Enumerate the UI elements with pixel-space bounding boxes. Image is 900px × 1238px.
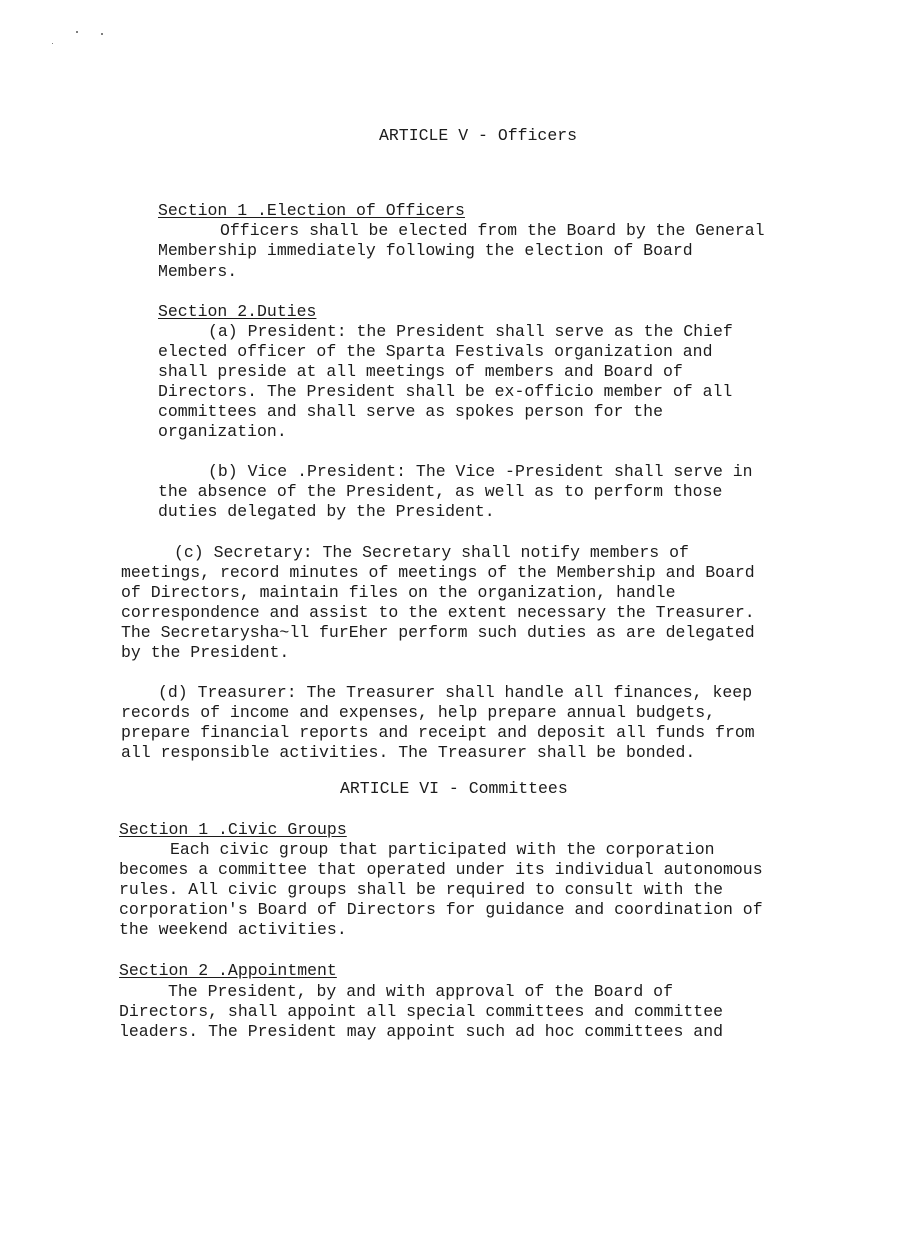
body-line: Directors. The President shall be ex-officio member of all — [158, 382, 733, 401]
body-line: Members. — [158, 262, 238, 281]
body-line: (d) Treasurer: The Treasurer shall handle all finances, keep — [158, 683, 753, 702]
body-line: (a) President: the President shall serve as the Chief — [208, 322, 733, 341]
body-line: Membership immediately following the election of Board — [158, 241, 693, 260]
body-line: Each civic group that participated with the corporation — [170, 840, 715, 859]
body-line: correspondence and assist to the extent necessary the Treasurer. — [121, 603, 755, 622]
article-vi-heading: ARTICLE VI - Committees — [340, 779, 568, 798]
section-1-title: Section 1 .Election of Officers — [158, 201, 465, 220]
body-line: the absence of the President, as well as to perform those — [158, 482, 723, 501]
body-line: The Secretarysha~ll furEher perform such duties as are delegated — [121, 623, 755, 642]
body-line: by the President. — [121, 643, 290, 662]
body-line: of Directors, maintain files on the organization, handle — [121, 583, 676, 602]
body-line: the weekend activities. — [119, 920, 347, 939]
body-line: corporation's Board of Directors for guidance and coordination of — [119, 900, 763, 919]
body-line: rules. All civic groups shall be required to consult with the — [119, 880, 723, 899]
scan-speck — [101, 33, 103, 35]
body-line: Officers shall be elected from the Board by the General — [220, 221, 765, 240]
article-v-heading: ARTICLE V - Officers — [379, 126, 578, 145]
scan-speck — [52, 43, 53, 44]
body-line: leaders. The President may appoint such ad hoc committees and — [119, 1022, 723, 1041]
body-line: duties delegated by the President. — [158, 502, 495, 521]
body-line: records of income and expenses, help prepare annual budgets, — [121, 703, 716, 722]
body-line: elected officer of the Sparta Festivals organization and — [158, 342, 713, 361]
body-line: The President, by and with approval of the Board of — [168, 982, 673, 1001]
body-line: all responsible activities. The Treasurer shall be bonded. — [121, 743, 696, 762]
body-line: shall preside at all meetings of members and Board of — [158, 362, 683, 381]
body-line: (b) Vice .President: The Vice -President shall serve in — [208, 462, 753, 481]
scan-speck — [76, 31, 78, 33]
civic-groups-title: Section 1 .Civic Groups — [119, 820, 347, 839]
section-2-title: Section 2.Duties — [158, 302, 317, 321]
body-line: (c) Secretary: The Secretary shall notify members of — [174, 543, 689, 562]
body-line: committees and shall serve as spokes person for the — [158, 402, 663, 421]
body-line: meetings, record minutes of meetings of the Membership and Board — [121, 563, 755, 582]
body-line: Directors, shall appoint all special committees and committee — [119, 1002, 723, 1021]
body-line: prepare financial reports and receipt and deposit all funds from — [121, 723, 755, 742]
body-line: becomes a committee that operated under its individual autonomous — [119, 860, 763, 879]
body-line: organization. — [158, 422, 287, 441]
appointment-title: Section 2 .Appointment — [119, 961, 337, 980]
